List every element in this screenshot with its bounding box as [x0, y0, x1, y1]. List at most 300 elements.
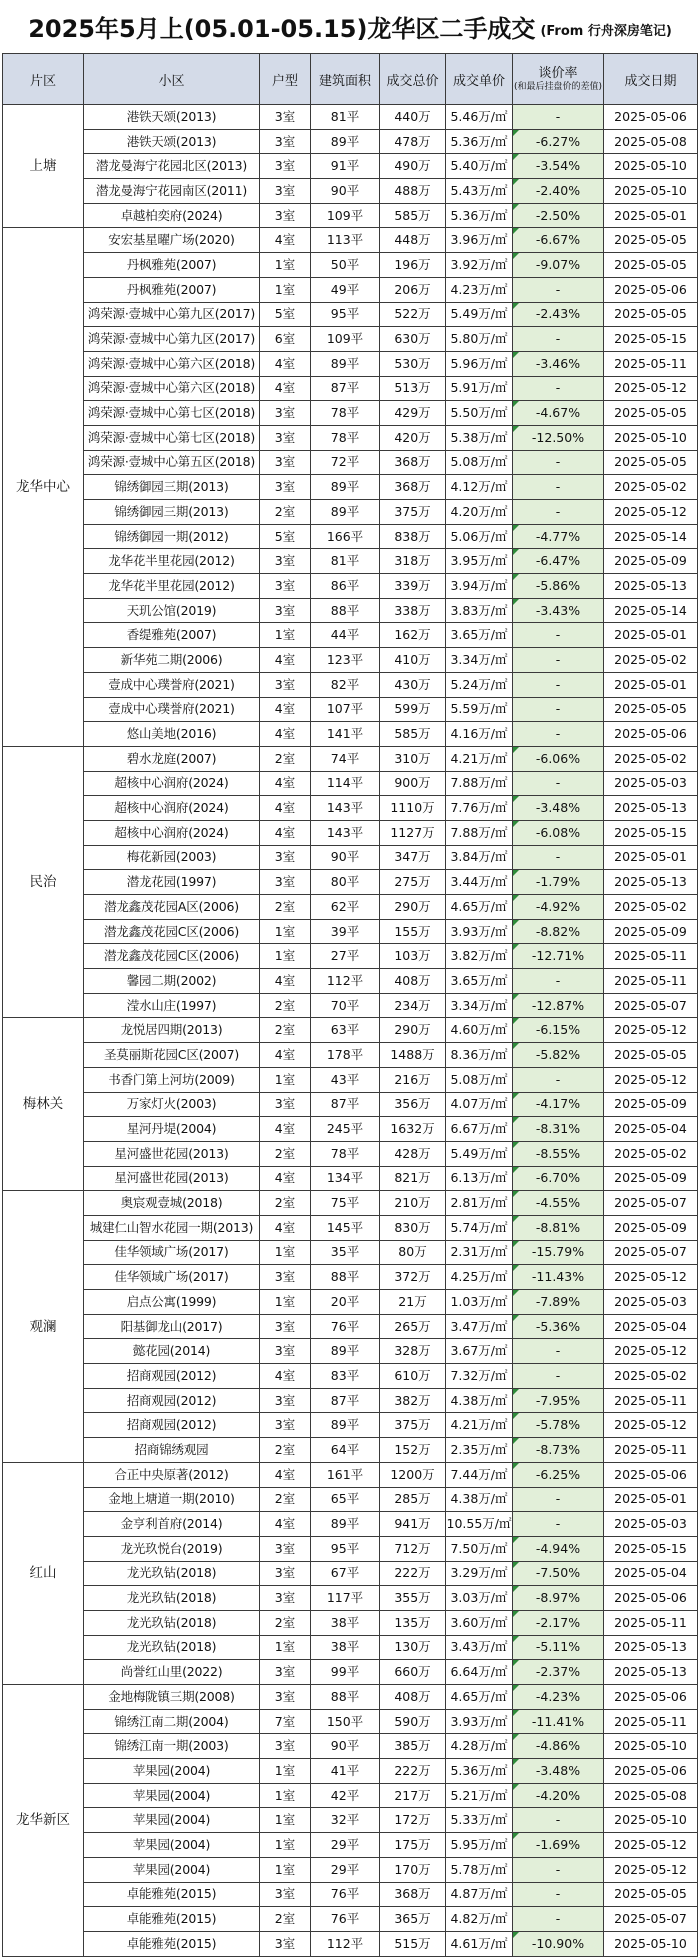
discount-cell: -8.82% [513, 919, 604, 944]
room-cell: 3室 [260, 1388, 311, 1413]
date-cell: 2025-05-01 [604, 203, 698, 228]
discount-cell: -4.67% [513, 401, 604, 426]
room-cell: 1室 [260, 1833, 311, 1858]
community-cell: 招商观园(2012) [84, 1364, 260, 1389]
area-cell: 83平 [311, 1364, 380, 1389]
discount-cell: -1.79% [513, 870, 604, 895]
date-cell: 2025-05-08 [604, 129, 698, 154]
discount-cell: -9.07% [513, 253, 604, 278]
unit-price-cell: 3.83万/㎡ [446, 598, 513, 623]
total-price-cell: 372万 [380, 1265, 446, 1290]
discount-cell: - [513, 450, 604, 475]
room-cell: 3室 [260, 179, 311, 204]
area-cell: 161平 [311, 1462, 380, 1487]
date-cell: 2025-05-10 [604, 1734, 698, 1759]
discount-cell: -7.89% [513, 1290, 604, 1315]
unit-price-cell: 7.76万/㎡ [446, 796, 513, 821]
date-cell: 2025-05-05 [604, 697, 698, 722]
total-price-cell: 1632万 [380, 1117, 446, 1142]
discount-cell: - [513, 1512, 604, 1537]
area-cell: 27平 [311, 944, 380, 969]
total-price-cell: 490万 [380, 154, 446, 179]
unit-price-cell: 4.21万/㎡ [446, 746, 513, 771]
discount-cell: - [513, 327, 604, 352]
discount-cell: -2.40% [513, 179, 604, 204]
total-price-cell: 206万 [380, 277, 446, 302]
community-cell: 鸿荣源·壹城中心第九区(2017) [84, 327, 260, 352]
room-cell: 3室 [260, 203, 311, 228]
discount-cell: -6.06% [513, 746, 604, 771]
unit-price-cell: 4.87万/㎡ [446, 1882, 513, 1907]
community-cell: 龙光玖钻(2018) [84, 1635, 260, 1660]
room-cell: 3室 [260, 1536, 311, 1561]
room-cell: 3室 [260, 1561, 311, 1586]
date-cell: 2025-05-12 [604, 500, 698, 525]
date-cell: 2025-05-05 [604, 302, 698, 327]
total-price-cell: 838万 [380, 524, 446, 549]
total-price-cell: 355万 [380, 1586, 446, 1611]
area-cell: 87平 [311, 1388, 380, 1413]
date-cell: 2025-05-06 [604, 1685, 698, 1710]
discount-cell: -3.48% [513, 1759, 604, 1784]
discount-cell: -3.43% [513, 598, 604, 623]
room-cell: 2室 [260, 1487, 311, 1512]
community-cell: 金地上塘道一期(2010) [84, 1487, 260, 1512]
date-cell: 2025-05-09 [604, 1092, 698, 1117]
area-cell: 145平 [311, 1215, 380, 1240]
community-cell: 梅花新园(2003) [84, 845, 260, 870]
community-cell: 鸿荣源·壹城中心第六区(2018) [84, 376, 260, 401]
unit-price-cell: 5.24万/㎡ [446, 672, 513, 697]
table-row [3, 277, 698, 302]
date-cell: 2025-05-13 [604, 1660, 698, 1685]
discount-cell: -3.46% [513, 351, 604, 376]
area-cell: 89平 [311, 129, 380, 154]
area-cell: 82平 [311, 672, 380, 697]
area-cell: 99平 [311, 1660, 380, 1685]
date-cell: 2025-05-09 [604, 1215, 698, 1240]
total-price-cell: 448万 [380, 228, 446, 253]
date-cell: 2025-05-02 [604, 895, 698, 920]
discount-cell: -4.23% [513, 1685, 604, 1710]
community-cell: 启点公寓(1999) [84, 1290, 260, 1315]
table-row [3, 549, 698, 574]
community-cell: 潜龙曼海宁花园南区(2011) [84, 179, 260, 204]
table-row [3, 154, 698, 179]
community-cell: 卓越柏奕府(2024) [84, 203, 260, 228]
date-cell: 2025-05-07 [604, 1907, 698, 1932]
date-cell: 2025-05-10 [604, 1808, 698, 1833]
community-cell: 招商观园(2012) [84, 1388, 260, 1413]
community-cell: 壹成中心璞誉府(2021) [84, 697, 260, 722]
table-row [3, 1635, 698, 1660]
total-price-cell: 152万 [380, 1438, 446, 1463]
table-row [3, 327, 698, 352]
unit-price-cell: 3.95万/㎡ [446, 549, 513, 574]
date-cell: 2025-05-12 [604, 1067, 698, 1092]
header-unit: 成交单价 [446, 54, 513, 105]
room-cell: 4室 [260, 351, 311, 376]
community-cell: 苹果园(2004) [84, 1783, 260, 1808]
discount-cell: - [513, 500, 604, 525]
room-cell: 3室 [260, 672, 311, 697]
table-row [3, 500, 698, 525]
community-cell: 香缇雅苑(2007) [84, 623, 260, 648]
date-cell: 2025-05-05 [604, 450, 698, 475]
room-cell: 2室 [260, 1018, 311, 1043]
date-cell: 2025-05-02 [604, 475, 698, 500]
community-cell: 星河盛世花园(2013) [84, 1141, 260, 1166]
unit-price-cell: 6.13万/㎡ [446, 1166, 513, 1191]
date-cell: 2025-05-02 [604, 1364, 698, 1389]
table-row [3, 969, 698, 994]
total-price-cell: 830万 [380, 1215, 446, 1240]
room-cell: 4室 [260, 796, 311, 821]
total-price-cell: 234万 [380, 993, 446, 1018]
unit-price-cell: 5.49万/㎡ [446, 1141, 513, 1166]
discount-cell: - [513, 771, 604, 796]
area-cell: 114平 [311, 771, 380, 796]
unit-price-cell: 5.78万/㎡ [446, 1857, 513, 1882]
discount-cell: -4.86% [513, 1734, 604, 1759]
unit-price-cell: 7.32万/㎡ [446, 1364, 513, 1389]
district-cell: 梅林关 [3, 1018, 84, 1191]
discount-cell: - [513, 1487, 604, 1512]
total-price-cell: 1110万 [380, 796, 446, 821]
date-cell: 2025-05-03 [604, 1512, 698, 1537]
total-price-cell: 103万 [380, 944, 446, 969]
room-cell: 2室 [260, 1191, 311, 1216]
date-cell: 2025-05-02 [604, 1141, 698, 1166]
discount-cell: - [513, 376, 604, 401]
unit-price-cell: 7.88万/㎡ [446, 820, 513, 845]
date-cell: 2025-05-05 [604, 228, 698, 253]
table-row [3, 796, 698, 821]
room-cell: 4室 [260, 1117, 311, 1142]
room-cell: 3室 [260, 1882, 311, 1907]
discount-cell: - [513, 1882, 604, 1907]
unit-price-cell: 4.65万/㎡ [446, 895, 513, 920]
total-price-cell: 513万 [380, 376, 446, 401]
area-cell: 64平 [311, 1438, 380, 1463]
discount-cell: -4.20% [513, 1783, 604, 1808]
area-cell: 76平 [311, 1314, 380, 1339]
header-discount [513, 54, 604, 105]
table-row [3, 1438, 698, 1463]
discount-cell: -6.47% [513, 549, 604, 574]
table-row [3, 1931, 698, 1956]
discount-cell: -6.25% [513, 1462, 604, 1487]
unit-price-cell: 3.29万/㎡ [446, 1561, 513, 1586]
unit-price-cell: 2.35万/㎡ [446, 1438, 513, 1463]
room-cell: 1室 [260, 623, 311, 648]
room-cell: 5室 [260, 302, 311, 327]
room-cell: 4室 [260, 376, 311, 401]
community-cell: 苹果园(2004) [84, 1833, 260, 1858]
unit-price-cell: 5.08万/㎡ [446, 1067, 513, 1092]
date-cell: 2025-05-04 [604, 1314, 698, 1339]
date-cell: 2025-05-13 [604, 574, 698, 599]
table-row [3, 944, 698, 969]
discount-cell: - [513, 969, 604, 994]
header-room: 户型 [260, 54, 311, 105]
discount-cell: -11.43% [513, 1265, 604, 1290]
unit-price-cell: 6.67万/㎡ [446, 1117, 513, 1142]
unit-price-cell: 4.60万/㎡ [446, 1018, 513, 1043]
area-cell: 178平 [311, 1043, 380, 1068]
discount-cell: - [513, 1857, 604, 1882]
date-cell: 2025-05-11 [604, 1388, 698, 1413]
table-row [3, 623, 698, 648]
total-price-cell: 318万 [380, 549, 446, 574]
room-cell: 4室 [260, 1043, 311, 1068]
unit-price-cell: 10.55万/㎡ [446, 1512, 513, 1537]
date-cell: 2025-05-04 [604, 1117, 698, 1142]
community-cell: 招商锦绣观园 [84, 1438, 260, 1463]
area-cell: 90平 [311, 1734, 380, 1759]
total-price-cell: 428万 [380, 1141, 446, 1166]
discount-cell: - [513, 105, 604, 130]
header-area: 建筑面积 [311, 54, 380, 105]
date-cell: 2025-05-02 [604, 746, 698, 771]
discount-cell: -12.50% [513, 425, 604, 450]
table-row [3, 1857, 698, 1882]
area-cell: 78平 [311, 401, 380, 426]
unit-price-cell: 5.59万/㎡ [446, 697, 513, 722]
table-row [3, 1759, 698, 1784]
area-cell: 117平 [311, 1586, 380, 1611]
unit-price-cell: 5.74万/㎡ [446, 1215, 513, 1240]
community-cell: 滢水山庄(1997) [84, 993, 260, 1018]
unit-price-cell: 5.40万/㎡ [446, 154, 513, 179]
discount-cell: - [513, 672, 604, 697]
date-cell: 2025-05-01 [604, 1487, 698, 1512]
total-price-cell: 155万 [380, 919, 446, 944]
header-row [3, 54, 698, 105]
date-cell: 2025-05-06 [604, 722, 698, 747]
discount-cell: -8.97% [513, 1586, 604, 1611]
date-cell: 2025-05-11 [604, 944, 698, 969]
date-cell: 2025-05-12 [604, 1018, 698, 1043]
table-row [3, 1265, 698, 1290]
discount-cell: -3.54% [513, 154, 604, 179]
table-row [3, 1536, 698, 1561]
total-price-cell: 290万 [380, 895, 446, 920]
room-cell: 3室 [260, 1685, 311, 1710]
unit-price-cell: 3.03万/㎡ [446, 1586, 513, 1611]
discount-cell: -1.69% [513, 1833, 604, 1858]
date-cell: 2025-05-06 [604, 105, 698, 130]
community-cell: 圣莫丽斯花园C区(2007) [84, 1043, 260, 1068]
unit-price-cell: 4.28万/㎡ [446, 1734, 513, 1759]
community-cell: 潜龙鑫茂花园A区(2006) [84, 895, 260, 920]
total-price-cell: 368万 [380, 475, 446, 500]
unit-price-cell: 3.67万/㎡ [446, 1339, 513, 1364]
room-cell: 5室 [260, 524, 311, 549]
community-cell: 港铁天颂(2013) [84, 129, 260, 154]
area-cell: 72平 [311, 450, 380, 475]
date-cell: 2025-05-11 [604, 351, 698, 376]
unit-price-cell: 5.96万/㎡ [446, 351, 513, 376]
discount-cell: -12.87% [513, 993, 604, 1018]
community-cell: 龙华花半里花园(2012) [84, 574, 260, 599]
area-cell: 38平 [311, 1610, 380, 1635]
table-row [3, 895, 698, 920]
total-price-cell: 285万 [380, 1487, 446, 1512]
community-cell: 丹枫雅苑(2007) [84, 253, 260, 278]
room-cell: 3室 [260, 870, 311, 895]
area-cell: 150平 [311, 1709, 380, 1734]
room-cell: 4室 [260, 697, 311, 722]
community-cell: 书香门第上河坊(2009) [84, 1067, 260, 1092]
unit-price-cell: 2.31万/㎡ [446, 1240, 513, 1265]
table-row [3, 450, 698, 475]
room-cell: 1室 [260, 277, 311, 302]
area-cell: 89平 [311, 1339, 380, 1364]
table-row [3, 1388, 698, 1413]
community-cell: 鸿荣源·壹城中心第九区(2017) [84, 302, 260, 327]
area-cell: 70平 [311, 993, 380, 1018]
discount-cell: -6.67% [513, 228, 604, 253]
area-cell: 89平 [311, 1512, 380, 1537]
table-row [3, 598, 698, 623]
area-cell: 113平 [311, 228, 380, 253]
room-cell: 4室 [260, 820, 311, 845]
discount-cell: - [513, 277, 604, 302]
table-row [3, 648, 698, 673]
discount-cell: -4.77% [513, 524, 604, 549]
date-cell: 2025-05-10 [604, 1931, 698, 1956]
area-cell: 107平 [311, 697, 380, 722]
room-cell: 3室 [260, 1660, 311, 1685]
table-row [3, 1339, 698, 1364]
total-price-cell: 338万 [380, 598, 446, 623]
date-cell: 2025-05-11 [604, 1438, 698, 1463]
area-cell: 81平 [311, 549, 380, 574]
date-cell: 2025-05-05 [604, 401, 698, 426]
unit-price-cell: 4.82万/㎡ [446, 1907, 513, 1932]
date-cell: 2025-05-01 [604, 845, 698, 870]
room-cell: 2室 [260, 895, 311, 920]
unit-price-cell: 5.38万/㎡ [446, 425, 513, 450]
table-row [3, 1067, 698, 1092]
community-cell: 金亨利首府(2014) [84, 1512, 260, 1537]
room-cell: 1室 [260, 1808, 311, 1833]
table-row [3, 697, 698, 722]
total-price-cell: 712万 [380, 1536, 446, 1561]
community-cell: 悠山美地(2016) [84, 722, 260, 747]
area-cell: 89平 [311, 500, 380, 525]
area-cell: 81平 [311, 105, 380, 130]
table-row [3, 574, 698, 599]
total-price-cell: 408万 [380, 969, 446, 994]
unit-price-cell: 2.81万/㎡ [446, 1191, 513, 1216]
table-row [3, 524, 698, 549]
table-row [3, 1610, 698, 1635]
total-price-cell: 1200万 [380, 1462, 446, 1487]
discount-cell: - [513, 1808, 604, 1833]
community-cell: 新华苑二期(2006) [84, 648, 260, 673]
area-cell: 87平 [311, 376, 380, 401]
room-cell: 4室 [260, 1512, 311, 1537]
table-row [3, 1240, 698, 1265]
room-cell: 3室 [260, 401, 311, 426]
community-cell: 丹枫雅苑(2007) [84, 277, 260, 302]
unit-price-cell: 5.36万/㎡ [446, 1759, 513, 1784]
room-cell: 1室 [260, 1067, 311, 1092]
area-cell: 44平 [311, 623, 380, 648]
total-price-cell: 368万 [380, 1882, 446, 1907]
total-price-cell: 222万 [380, 1759, 446, 1784]
total-price-cell: 21万 [380, 1290, 446, 1315]
community-cell: 星河盛世花园(2013) [84, 1166, 260, 1191]
date-cell: 2025-05-01 [604, 623, 698, 648]
district-cell: 红山 [3, 1462, 84, 1684]
unit-price-cell: 5.50万/㎡ [446, 401, 513, 426]
community-cell: 锦绣江南二期(2004) [84, 1709, 260, 1734]
area-cell: 38平 [311, 1635, 380, 1660]
title-main: 2025年5月上(05.01-05.15)龙华区二手成交 [28, 15, 536, 43]
area-cell: 29平 [311, 1857, 380, 1882]
total-price-cell: 365万 [380, 1907, 446, 1932]
table-body [3, 105, 698, 1957]
unit-price-cell: 3.65万/㎡ [446, 623, 513, 648]
community-cell: 锦绣江南一期(2003) [84, 1734, 260, 1759]
header-date: 成交日期 [604, 54, 698, 105]
discount-cell: -6.08% [513, 820, 604, 845]
total-price-cell: 375万 [380, 500, 446, 525]
table-row [3, 870, 698, 895]
unit-price-cell: 4.38万/㎡ [446, 1487, 513, 1512]
total-price-cell: 408万 [380, 1685, 446, 1710]
total-price-cell: 590万 [380, 1709, 446, 1734]
room-cell: 3室 [260, 1314, 311, 1339]
unit-price-cell: 4.38万/㎡ [446, 1388, 513, 1413]
unit-price-cell: 4.07万/㎡ [446, 1092, 513, 1117]
total-price-cell: 130万 [380, 1635, 446, 1660]
table-row [3, 475, 698, 500]
room-cell: 3室 [260, 450, 311, 475]
date-cell: 2025-05-07 [604, 1191, 698, 1216]
discount-cell: -4.55% [513, 1191, 604, 1216]
table-row [3, 1907, 698, 1932]
table-row [3, 179, 698, 204]
area-cell: 50平 [311, 253, 380, 278]
unit-price-cell: 4.25万/㎡ [446, 1265, 513, 1290]
date-cell: 2025-05-05 [604, 253, 698, 278]
total-price-cell: 610万 [380, 1364, 446, 1389]
table-row [3, 228, 698, 253]
community-cell: 城建仁山智水花园一期(2013) [84, 1215, 260, 1240]
discount-cell: - [513, 697, 604, 722]
total-price-cell: 900万 [380, 771, 446, 796]
date-cell: 2025-05-10 [604, 425, 698, 450]
room-cell: 7室 [260, 1709, 311, 1734]
date-cell: 2025-05-01 [604, 672, 698, 697]
discount-cell: -15.79% [513, 1240, 604, 1265]
room-cell: 3室 [260, 1265, 311, 1290]
total-price-cell: 1488万 [380, 1043, 446, 1068]
unit-price-cell: 5.46万/㎡ [446, 105, 513, 130]
room-cell: 3室 [260, 549, 311, 574]
unit-price-cell: 5.33万/㎡ [446, 1808, 513, 1833]
table-row [3, 1512, 698, 1537]
room-cell: 3室 [260, 1339, 311, 1364]
area-cell: 35平 [311, 1240, 380, 1265]
discount-cell: -8.81% [513, 1215, 604, 1240]
date-cell: 2025-05-12 [604, 1413, 698, 1438]
total-price-cell: 420万 [380, 425, 446, 450]
